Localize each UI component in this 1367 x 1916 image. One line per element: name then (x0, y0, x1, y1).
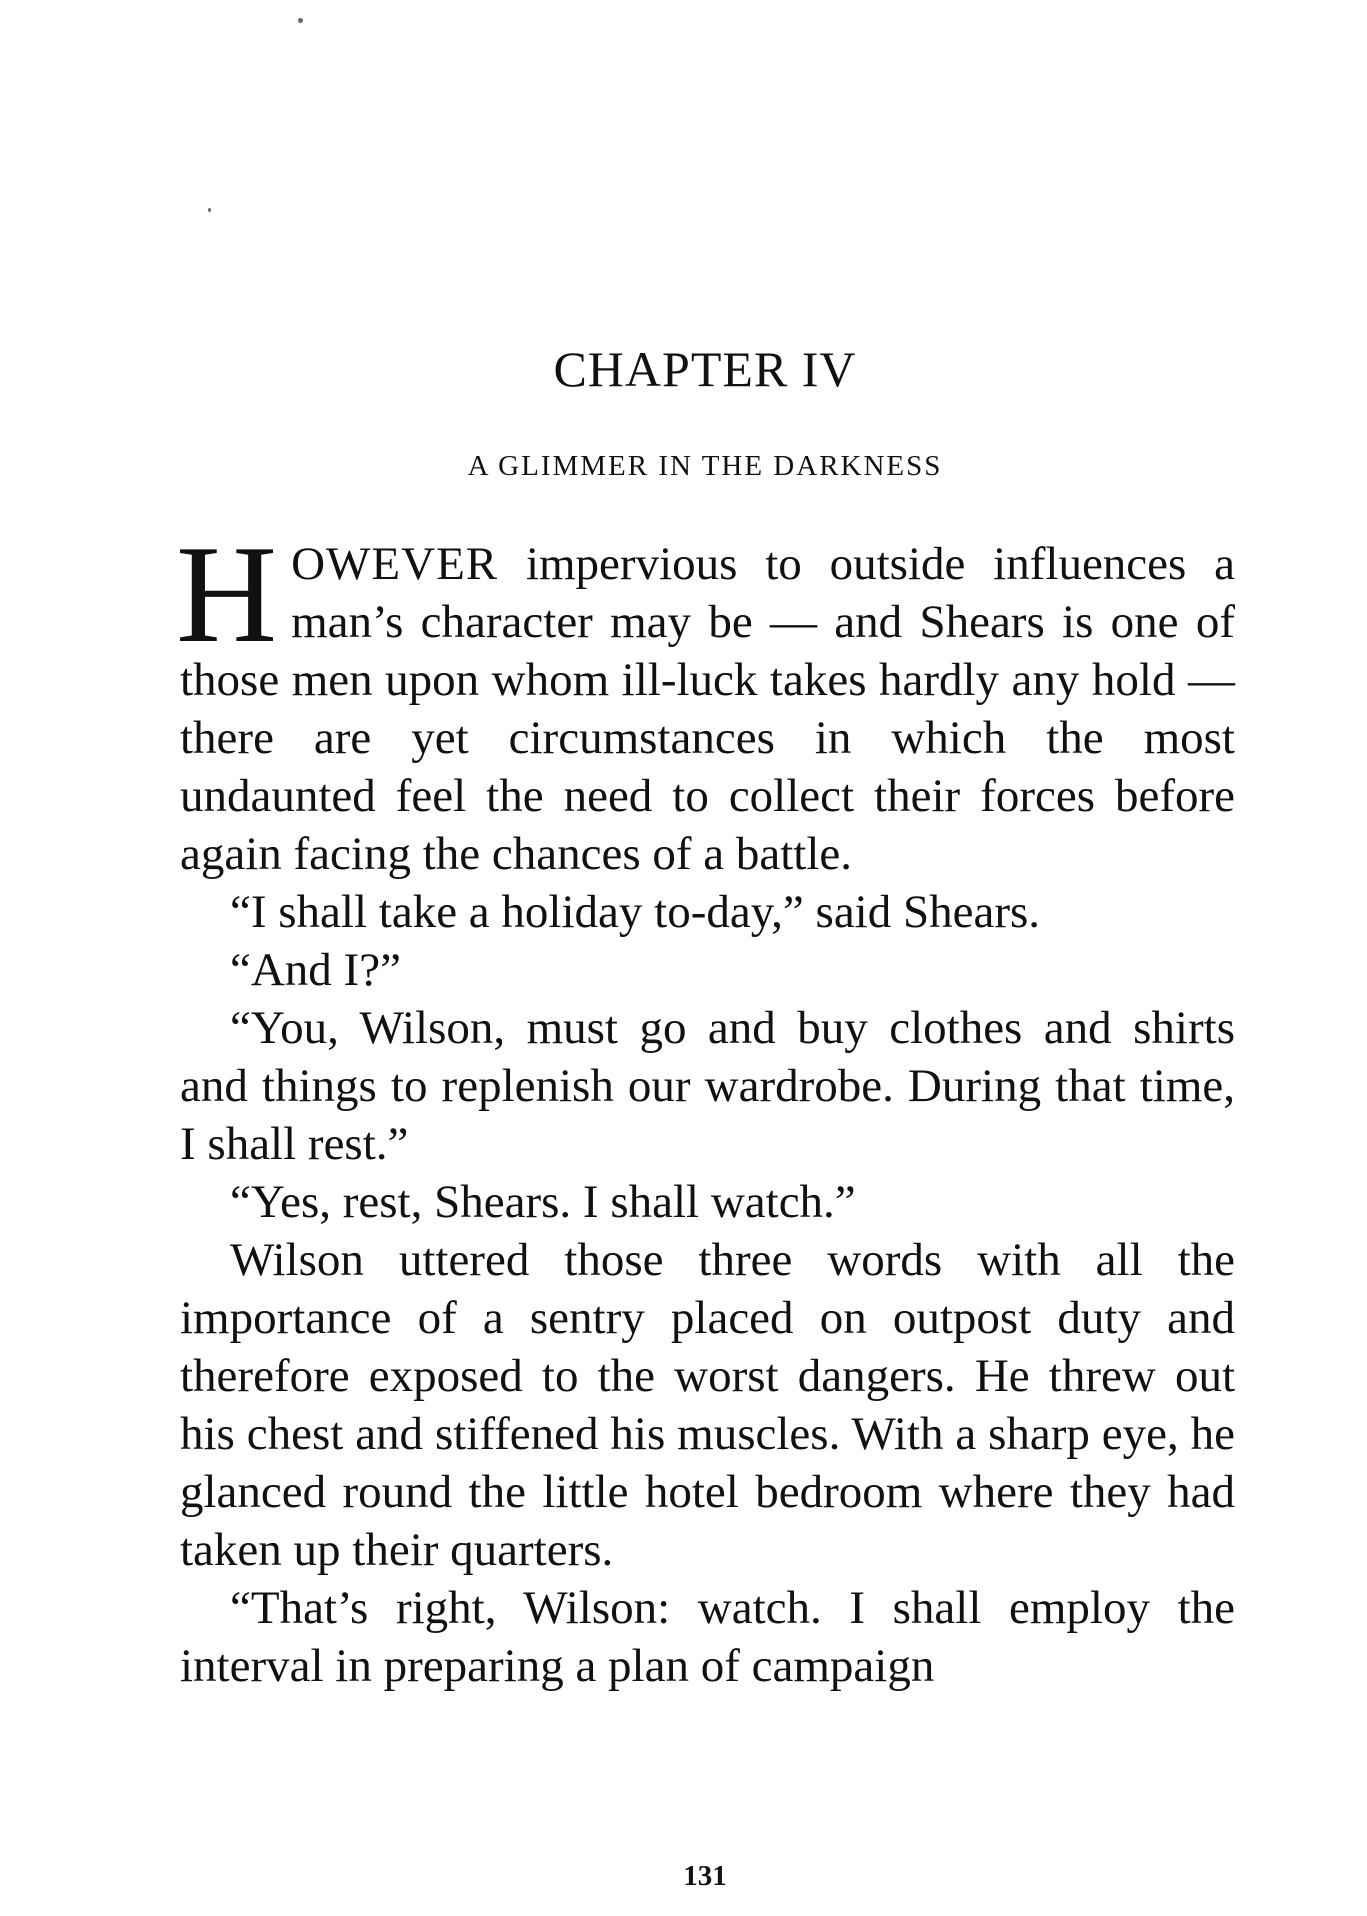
drop-cap: H (176, 517, 278, 672)
paragraph: Wilson uttered those three words with all the importance of a sentry placed on outpost duty and therefore exposed to the worst dangers. He threw out his chest and stiffened his muscles. With a sharp eye, he glanced round the little hotel bedroom where they had taken up their quarters. (180, 1234, 1235, 1576)
paragraph (176, 517, 1235, 883)
paragraph: “That’s right, Wilson: watch. I shall employ the interval in preparing a plan of campaign (180, 1582, 1235, 1692)
chapter-title: CHAPTER IV (553, 341, 857, 397)
lead-word: OWEVER (291, 538, 499, 590)
paragraph: “You, Wilson, must go and buy clothes and shirts and things to replenish our wardrobe. During that time, I shall rest.” (180, 1002, 1235, 1170)
print-speck (208, 208, 211, 212)
paragraph: “I shall take a holiday to-day,” said Shears. (230, 886, 1041, 938)
chapter-body (176, 517, 1235, 1695)
paragraph: “And I?” (230, 944, 401, 996)
paragraph-text: impervious to outside influences a man’s character may be — and Shears is one of those men upon whom ill-luck takes hardly any hold — there are yet circumstances in which the most undaunted feel the need to collect their forces before again facing the chances of a battle. (180, 538, 1235, 880)
print-speck (298, 18, 303, 23)
page-number: 131 (683, 1860, 727, 1892)
paragraph: “Yes, rest, Shears. I shall watch.” (230, 1176, 856, 1228)
chapter-subtitle: A GLIMMER IN THE DARKNESS (467, 450, 943, 482)
